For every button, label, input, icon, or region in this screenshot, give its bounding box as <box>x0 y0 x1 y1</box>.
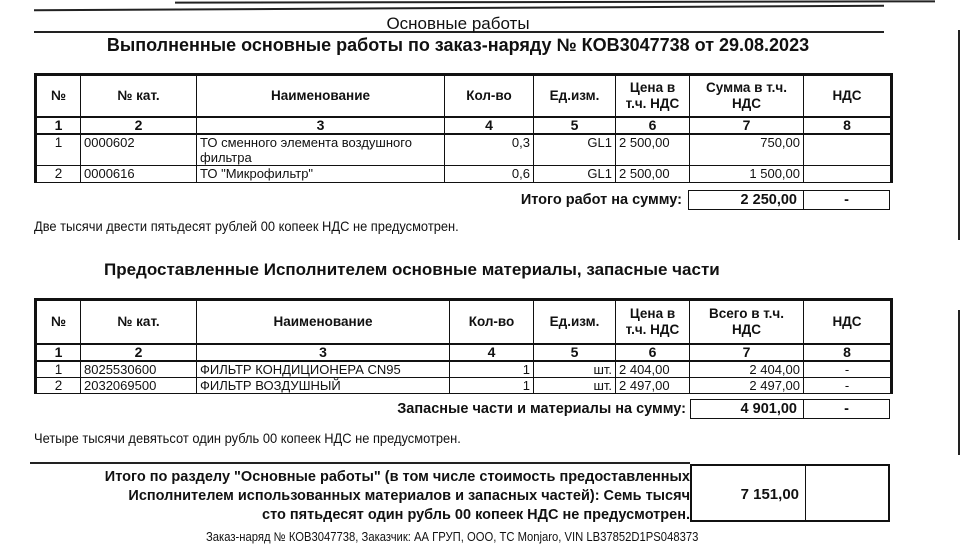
materials-total-vat: - <box>803 399 890 419</box>
col-number: 6 <box>616 117 690 134</box>
header-row <box>36 75 892 117</box>
col-number: 2 <box>81 117 197 134</box>
materials-section-title: Предоставленные Исполнителем основные материалы, запасные части <box>104 260 720 279</box>
row-price: 2 497,00 <box>616 377 690 393</box>
summary-line-3: сто пятьдесят один рубль 00 копеек НДС не предусмотрен. <box>262 507 690 523</box>
col-num: № <box>36 75 81 117</box>
row-qty: 0,3 <box>445 134 534 166</box>
col-name: Наименование <box>197 75 445 117</box>
row-vat <box>804 166 892 183</box>
row-vat <box>804 134 892 166</box>
row-qty: 1 <box>450 361 534 378</box>
header-row <box>36 300 892 344</box>
materials-table <box>34 298 893 394</box>
footer-order-info: Заказ-наряд № КОВ3047738, Заказчик: АА ГРУП, ООО, ТС Monjaro, VIN LB37852D1PS048373 <box>206 530 699 544</box>
row-vat: - <box>804 377 892 393</box>
summary-line-2: Исполнителем использованных материалов и запасных частей): Семь тысяч <box>128 488 690 504</box>
col-number: 5 <box>534 117 616 134</box>
works-total-sum: 2 250,00 <box>688 190 804 210</box>
col-cat: № кат. <box>81 300 197 344</box>
col-unit: Ед.изм. <box>534 75 616 117</box>
col-number: 7 <box>690 344 804 361</box>
section-summary-vat <box>806 466 888 520</box>
col-num: № <box>36 300 81 344</box>
works-total-label: Итого работ на сумму: <box>520 192 682 208</box>
col-cat: № кат. <box>81 75 197 117</box>
row-qty: 0,6 <box>445 166 534 183</box>
col-vat: НДС <box>804 300 892 344</box>
row-name: ТО сменного элемента воздушного фильтра <box>197 134 445 166</box>
works-total-vat: - <box>803 190 890 210</box>
row-unit: шт. <box>534 361 616 378</box>
summary-rule <box>30 462 690 464</box>
row-cat: 0000602 <box>81 134 197 166</box>
row-name: ТО "Микрофильтр" <box>197 166 445 183</box>
table-row <box>36 377 892 393</box>
row-num: 2 <box>36 166 81 183</box>
row-sum: 2 497,00 <box>690 377 804 393</box>
section-summary-total: 7 151,00 <box>692 466 806 520</box>
row-unit: GL1 <box>534 166 616 183</box>
row-unit: шт. <box>534 377 616 393</box>
col-number: 8 <box>804 117 892 134</box>
works-table <box>34 73 893 183</box>
summary-line-1: Итого по разделу "Основные работы" (в том числе стоимость предоставленных <box>104 469 690 485</box>
col-number: 6 <box>616 344 690 361</box>
row-cat: 8025530600 <box>81 361 197 378</box>
top-rule <box>175 0 935 3</box>
col-number: 7 <box>690 117 804 134</box>
materials-amount-in-words: Четыре тысячи девятьсот один рубль 00 копеек НДС не предусмотрен. <box>34 430 461 446</box>
col-sum: Сумма в т.ч. НДС <box>690 75 804 117</box>
section-summary-text <box>30 468 690 525</box>
top-rule-2 <box>34 5 884 11</box>
row-sum: 2 404,00 <box>690 361 804 378</box>
column-number-row <box>36 117 892 134</box>
doc-title: Выполненные основные работы по заказ-наряду № КОВ3047738 от 29.08.2023 <box>106 35 810 55</box>
section-title: Основные работы <box>386 14 530 33</box>
row-num: 1 <box>36 134 81 166</box>
col-number: 3 <box>197 117 445 134</box>
table-row <box>36 166 892 183</box>
col-number: 3 <box>197 344 450 361</box>
row-sum: 1 500,00 <box>690 166 804 183</box>
row-num: 2 <box>36 377 81 393</box>
col-number: 4 <box>450 344 534 361</box>
row-vat: - <box>804 361 892 378</box>
col-number: 2 <box>81 344 197 361</box>
col-vat: НДС <box>804 75 892 117</box>
col-qty: Кол-во <box>445 75 534 117</box>
works-amount-in-words: Две тысячи двести пятьдесят рублей 00 копеек НДС не предусмотрен. <box>34 218 459 234</box>
col-number: 8 <box>804 344 892 361</box>
col-number: 1 <box>36 344 81 361</box>
row-sum: 750,00 <box>690 134 804 166</box>
col-qty: Кол-во <box>450 300 534 344</box>
section-summary-box <box>690 464 890 522</box>
row-num: 1 <box>36 361 81 378</box>
row-cat: 2032069500 <box>81 377 197 393</box>
col-number: 5 <box>534 344 616 361</box>
row-name: ФИЛЬТР ВОЗДУШНЫЙ <box>197 377 450 393</box>
col-number: 1 <box>36 117 81 134</box>
row-name: ФИЛЬТР КОНДИЦИОНЕРА CN95 <box>197 361 450 378</box>
materials-total-label: Запасные части и материалы на сумму: <box>397 401 686 417</box>
col-number: 4 <box>445 117 534 134</box>
row-unit: GL1 <box>534 134 616 166</box>
col-sum: Всего в т.ч. НДС <box>690 300 804 344</box>
row-price: 2 500,00 <box>616 134 690 166</box>
col-name: Наименование <box>197 300 450 344</box>
row-cat: 0000616 <box>81 166 197 183</box>
col-price: Цена в т.ч. НДС <box>616 75 690 117</box>
table-row <box>36 134 892 166</box>
row-price: 2 500,00 <box>616 166 690 183</box>
row-price: 2 404,00 <box>616 361 690 378</box>
row-qty: 1 <box>450 377 534 393</box>
col-unit: Ед.изм. <box>534 300 616 344</box>
materials-total-sum: 4 901,00 <box>690 399 804 419</box>
column-number-row <box>36 344 892 361</box>
table-row <box>36 361 892 378</box>
col-price: Цена в т.ч. НДС <box>616 300 690 344</box>
